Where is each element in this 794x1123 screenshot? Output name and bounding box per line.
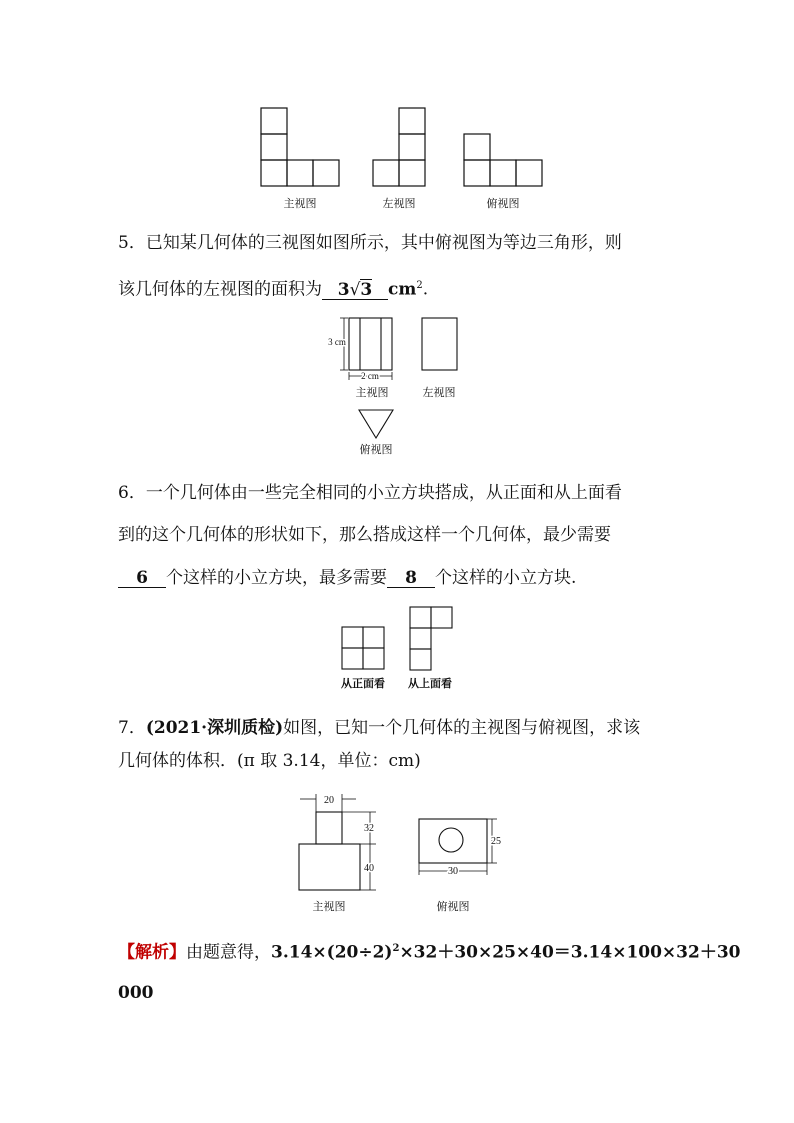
q7-dim-25: 25 [491,836,501,847]
top-view-caption: 俯视图 [486,198,520,210]
q5-number: 5． [118,233,146,253]
front-view-caption: 主视图 [283,198,317,210]
q6-top-caption: 从上面看 [408,678,452,690]
q7-line-1 [118,717,640,739]
q5-end: . [422,279,429,300]
solution-exponent: 2 [392,943,400,954]
q5-unit-exp: 2 [416,280,423,291]
q7-dim-20: 20 [324,795,334,806]
q7-top-caption: 俯视图 [436,901,470,913]
q7-figure [290,790,510,920]
q7-drawing [290,790,510,920]
q6-line-2 [118,524,611,546]
q6-line-1 [118,482,622,504]
q6-text-2: 到的这个几何体的形状如下，那么搭成这样一个几何体，最少需要 [118,525,611,545]
q5-left-caption: 左视图 [422,387,456,399]
q6-text-end: 个这样的小立方块. [435,568,577,588]
solution-line-2 [118,982,154,1004]
q7-dim-40: 40 [364,863,374,874]
q6-answer-max: 8 [387,569,435,588]
q6-number: 6． [118,483,146,503]
left-view-caption: 左视图 [382,198,416,210]
q7-source: (2021·深圳质检) [145,718,284,738]
q5-answer-blank [322,281,388,300]
q7-line-2 [118,750,421,772]
q6-drawing [334,603,464,695]
q5-front-caption: 主视图 [355,387,389,399]
solution-expr-2: ×32＋30×25×40＝3.14×100×32＋30 [399,942,741,963]
q6-line-3 [118,567,576,589]
q5-dim-height: 3 cm [328,337,346,347]
q7-text-1: 如图，已知一个几何体的主视图与俯视图，求该 [283,718,641,738]
q6-text-1: 一个几何体由一些完全相同的小立方块搭成，从正面和从上面看 [145,483,622,503]
sqrt-symbol-icon: √ [349,279,361,300]
q5-answer-coef: 3 [337,279,350,300]
q5-line-2 [118,275,428,301]
q5-top-caption: 俯视图 [359,444,393,456]
q6-answer-min: 6 [118,569,166,588]
q5-text-1: 已知某几何体的三视图如图所示，其中俯视图为等边三角形，则 [145,233,622,253]
three-views-figure-top [250,104,550,214]
solution-line-1 [118,938,741,964]
q7-dim-32: 32 [364,823,374,834]
q5-line-1 [118,232,622,254]
q5-figure [330,312,470,462]
q6-text-mid: 个这样的小立方块，最多需要 [166,568,387,588]
q7-dim-30: 30 [448,866,458,877]
q7-number: 7． [118,718,146,738]
q5-text-2: 该几何体的左视图的面积为 [118,279,322,300]
q7-front-caption: 主视图 [312,901,346,913]
q5-dim-width: 2 cm [361,371,379,381]
solution-expr-1: 3.14×(20÷2) [271,942,393,963]
solution-lead: 由题意得， [186,942,271,963]
solution-expr-3: 000 [118,983,154,1003]
q5-drawing [330,312,470,462]
q7-text-2: 几何体的体积．(π 取 3.14，单位：cm) [118,751,421,771]
q5-unit: cm [388,279,417,300]
q6-figure [334,603,464,695]
q6-front-caption: 从正面看 [341,678,385,690]
three-views-drawing [250,104,550,214]
solution-tag: 【解析】 [118,942,186,963]
q5-answer-radicand: 3 [360,279,373,300]
